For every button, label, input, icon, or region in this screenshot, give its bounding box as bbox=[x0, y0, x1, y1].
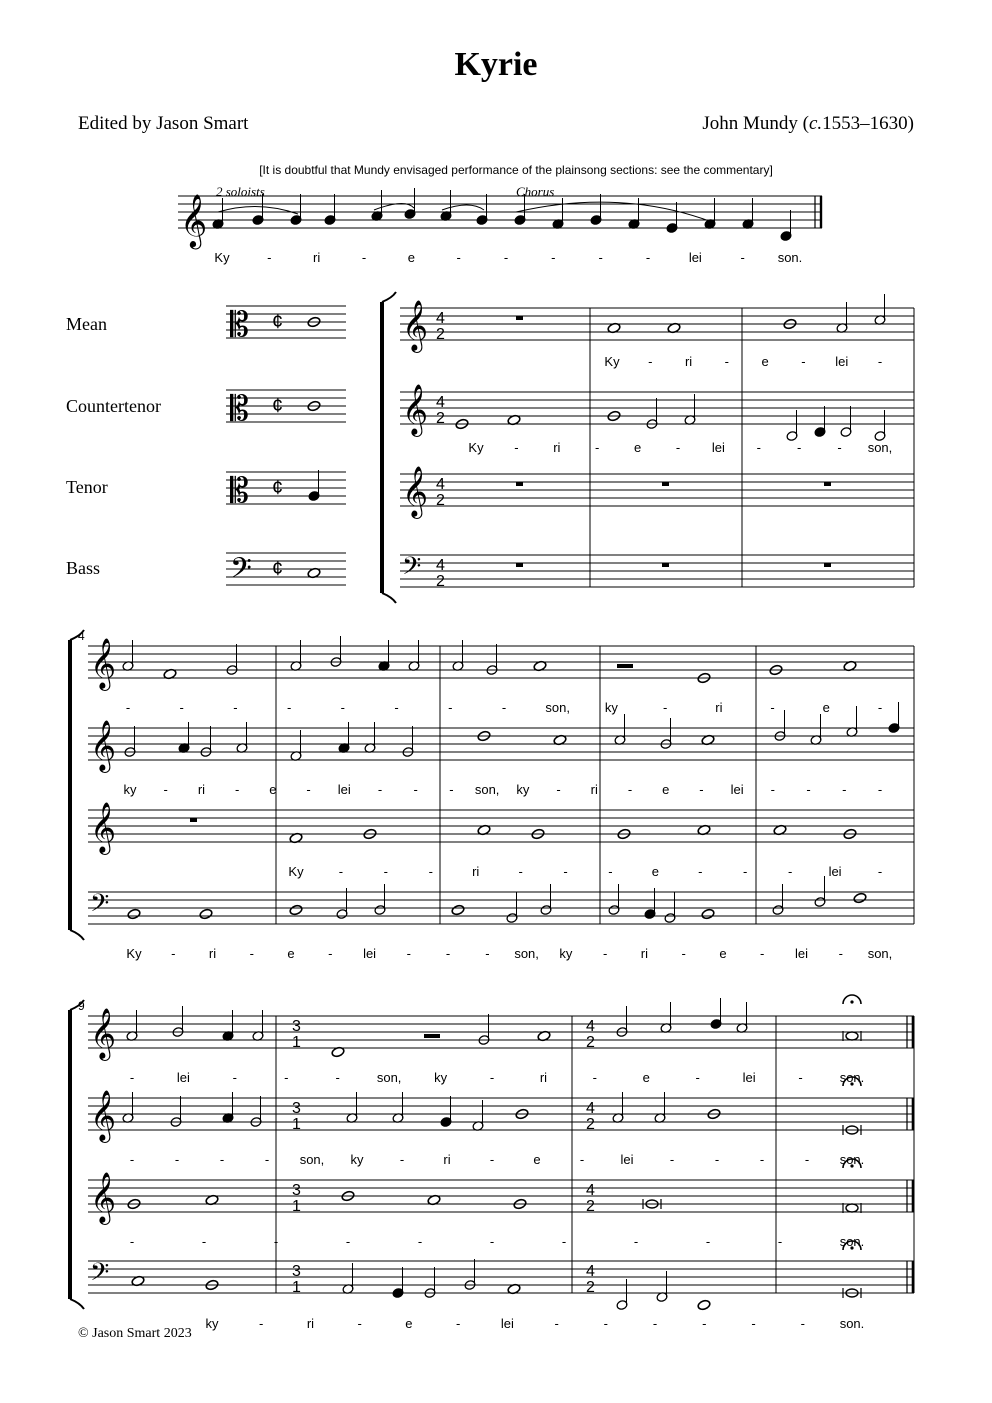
system-bracket bbox=[382, 292, 396, 302]
countertenor-lyric-syllable: e bbox=[633, 440, 642, 455]
mean-lyric-syllable: son. bbox=[839, 1070, 865, 1085]
c-clef-icon: 𝄡 bbox=[230, 472, 249, 510]
bass-lyric-syllable: - bbox=[751, 1316, 756, 1331]
mean-lyric-syllable: - bbox=[233, 700, 238, 715]
time-signature: 2 bbox=[586, 1279, 595, 1296]
bass-lyric-syllable: lei bbox=[500, 1316, 514, 1331]
countertenor-lyric-syllable: - bbox=[759, 1152, 765, 1167]
tenor-lyric-syllable: - bbox=[561, 1234, 567, 1249]
time-signature: 2 bbox=[436, 326, 445, 343]
mean-lyric-syllable: - bbox=[179, 700, 184, 715]
bass-lyric-syllable: son. bbox=[839, 1316, 865, 1331]
countertenor-lyric-syllable: lei bbox=[730, 782, 744, 797]
system-bracket bbox=[68, 640, 72, 930]
time-signature: 4 bbox=[586, 1182, 595, 1199]
treble-clef-icon: 𝄞 bbox=[90, 1173, 117, 1222]
system-staff bbox=[88, 892, 914, 924]
countertenor-lyric-syllable: - bbox=[714, 1152, 720, 1167]
countertenor-lyric-syllable: ri bbox=[590, 782, 598, 797]
countertenor-lyric-syllable: - bbox=[163, 782, 168, 797]
tenor-lyric-syllable: - bbox=[563, 864, 568, 879]
rest bbox=[824, 563, 831, 567]
fermata-icon bbox=[850, 1000, 853, 1003]
countertenor-lyric-syllable: - bbox=[174, 1152, 180, 1167]
bass-lyric-syllable: lei bbox=[794, 946, 808, 961]
bass-lyric-syllable: - bbox=[249, 946, 254, 961]
bass-lyric-syllable: Ky bbox=[126, 946, 142, 961]
countertenor-lyric-syllable: lei bbox=[711, 440, 725, 455]
countertenor-lyric-syllable: ri bbox=[443, 1152, 451, 1167]
note bbox=[199, 908, 213, 920]
countertenor-lyric-syllable: - bbox=[806, 782, 811, 797]
time-signature: 1 bbox=[292, 1198, 301, 1215]
copyright: © Jason Smart 2023 bbox=[78, 1326, 192, 1341]
bass-lyric-syllable: - bbox=[702, 1316, 707, 1331]
tenor-lyric-syllable: - bbox=[877, 864, 883, 879]
plainsong-syllable: ri bbox=[313, 250, 321, 265]
tenor-lyric-syllable: son. bbox=[839, 1234, 865, 1249]
mean-lyric-syllable: e bbox=[642, 1070, 650, 1085]
countertenor-lyric-syllable: - bbox=[489, 1152, 495, 1167]
time-signature: 1 bbox=[292, 1034, 301, 1051]
bass-lyric-syllable: e bbox=[405, 1316, 413, 1331]
system-staff bbox=[88, 1016, 914, 1048]
countertenor-lyric-syllable: - bbox=[129, 1152, 135, 1167]
system-staff bbox=[400, 474, 914, 506]
tenor-lyric-syllable: - bbox=[345, 1234, 351, 1249]
time-signature: 2 bbox=[436, 410, 445, 427]
bass-clef-icon: 𝄢 bbox=[90, 890, 110, 923]
system-staff bbox=[88, 728, 914, 760]
mean-lyric-syllable: ri bbox=[715, 700, 723, 715]
countertenor-lyric-syllable: - bbox=[797, 440, 802, 455]
treble-clef-icon: 𝄞 bbox=[180, 194, 208, 246]
tenor-lyric-syllable: - bbox=[428, 864, 433, 879]
measure-number: 9 bbox=[78, 999, 85, 1013]
mean-lyric-syllable: - bbox=[724, 354, 730, 369]
note bbox=[289, 904, 303, 916]
time-signature: 4 bbox=[586, 1263, 595, 1280]
bass-lyric-syllable: - bbox=[554, 1316, 559, 1331]
time-signature: 4 bbox=[436, 394, 445, 411]
plainsong-syllable: e bbox=[407, 250, 415, 265]
c-clef-icon: 𝄡 bbox=[230, 390, 249, 428]
countertenor-lyric-syllable: Ky bbox=[468, 440, 484, 455]
soloists-label: 2 soloists bbox=[216, 184, 265, 199]
mean-lyric-syllable: - bbox=[662, 700, 668, 715]
rest bbox=[824, 482, 831, 486]
note bbox=[846, 1204, 858, 1212]
tenor-lyric-syllable: ri bbox=[472, 864, 480, 879]
mean-lyric-syllable: - bbox=[129, 1070, 135, 1085]
countertenor-lyric-syllable: e bbox=[533, 1152, 541, 1167]
countertenor-lyric-syllable: - bbox=[579, 1152, 585, 1167]
mean-lyric-syllable: lei bbox=[835, 354, 849, 369]
bass-lyric-syllable: - bbox=[455, 1316, 461, 1331]
rest bbox=[516, 482, 523, 486]
countertenor-lyric-syllable: - bbox=[669, 1152, 675, 1167]
rest bbox=[662, 482, 669, 486]
plainsong-syllable: lei bbox=[688, 250, 702, 265]
tenor-lyric-syllable: - bbox=[743, 864, 748, 879]
system-staff bbox=[88, 810, 914, 842]
system-bracket bbox=[380, 302, 384, 593]
bass-lyric-syllable: - bbox=[800, 1316, 805, 1331]
countertenor-lyric-syllable: - bbox=[756, 440, 761, 455]
mean-lyric-syllable: lei bbox=[176, 1070, 190, 1085]
bass-lyric-syllable: ky bbox=[559, 946, 573, 961]
note bbox=[697, 1299, 711, 1311]
system-bracket bbox=[382, 593, 396, 603]
mean-lyric-syllable: ri bbox=[539, 1070, 548, 1085]
voice-label-tenor: Tenor bbox=[66, 477, 108, 497]
tenor-lyric-syllable: - bbox=[777, 1234, 783, 1249]
countertenor-lyric-syllable: son, bbox=[867, 440, 893, 455]
tenor-lyric-syllable: - bbox=[698, 864, 703, 879]
rest bbox=[424, 1034, 440, 1038]
page-title: Kyrie bbox=[454, 46, 538, 83]
tenor-lyric-syllable: - bbox=[705, 1234, 711, 1249]
treble-clef-icon: 𝄞 bbox=[90, 803, 117, 852]
countertenor-lyric-syllable: - bbox=[770, 782, 776, 797]
plainsong-staff bbox=[178, 196, 822, 228]
system-bracket bbox=[68, 1010, 72, 1299]
system-staff bbox=[88, 1261, 914, 1293]
system-staff bbox=[88, 1098, 914, 1130]
bass-lyric-syllable: son, bbox=[867, 946, 893, 961]
bass-lyric-syllable: - bbox=[838, 946, 843, 961]
tenor-lyric-syllable: - bbox=[417, 1234, 423, 1249]
mean-lyric-syllable: ky bbox=[604, 700, 618, 715]
bass-lyric-syllable: e bbox=[719, 946, 727, 961]
plainsong-syllable: son. bbox=[777, 250, 803, 265]
mean-lyric-syllable: - bbox=[394, 700, 399, 715]
countertenor-lyric-syllable: - bbox=[449, 782, 454, 797]
bass-lyric-syllable: ri bbox=[208, 946, 217, 961]
mean-lyric-syllable: - bbox=[501, 700, 507, 715]
mean-lyric-syllable: - bbox=[592, 1070, 598, 1085]
bass-lyric-syllable: lei bbox=[363, 946, 377, 961]
system-staff bbox=[400, 555, 914, 587]
mean-lyric-syllable: - bbox=[125, 700, 131, 715]
countertenor-lyric-syllable: son. bbox=[839, 1152, 865, 1167]
tenor-lyric-syllable: lei bbox=[828, 864, 842, 879]
countertenor-lyric-syllable: - bbox=[514, 440, 519, 455]
time-signature: 2 bbox=[436, 492, 445, 509]
bass-lyric-syllable: ri bbox=[640, 946, 649, 961]
plainsong-syllable: - bbox=[267, 250, 272, 265]
mean-lyric-syllable: - bbox=[798, 1070, 803, 1085]
time-signature: 3 bbox=[292, 1018, 301, 1035]
editor-credit: Edited by Jason Smart bbox=[78, 113, 249, 134]
time-signature: 4 bbox=[586, 1018, 595, 1035]
countertenor-lyric-syllable: son, bbox=[474, 782, 500, 797]
bass-lyric-syllable: - bbox=[652, 1316, 658, 1331]
rest bbox=[516, 563, 523, 567]
c-clef-icon: 𝄡 bbox=[230, 306, 249, 344]
slur bbox=[442, 205, 484, 210]
countertenor-lyric-syllable: ky bbox=[123, 782, 137, 797]
slur bbox=[218, 206, 298, 214]
time-signature: 3 bbox=[292, 1100, 301, 1117]
time-signature-icon: ¢ bbox=[272, 558, 284, 580]
system-staff bbox=[88, 646, 914, 678]
tenor-lyric-syllable: - bbox=[383, 864, 389, 879]
bass-lyric-syllable: - bbox=[760, 946, 765, 961]
plainsong-syllable: Ky bbox=[214, 250, 230, 265]
chorus-label: Chorus bbox=[516, 184, 555, 199]
bass-lyric-syllable: ri bbox=[306, 1316, 315, 1331]
rest bbox=[617, 664, 633, 668]
mean-lyric-syllable: - bbox=[448, 700, 453, 715]
bass-lyric-syllable: son, bbox=[514, 946, 539, 961]
countertenor-lyric-syllable: lei bbox=[620, 1152, 634, 1167]
bass-clef-icon: 𝄢 bbox=[230, 553, 252, 591]
bass-clef-icon: 𝄢 bbox=[90, 1259, 110, 1292]
mean-lyric-syllable: - bbox=[340, 700, 346, 715]
countertenor-lyric-syllable: - bbox=[595, 440, 600, 455]
countertenor-lyric-syllable: - bbox=[804, 1152, 810, 1167]
bass-lyric-syllable: ky bbox=[205, 1316, 219, 1331]
treble-clef-icon: 𝄞 bbox=[402, 385, 429, 434]
time-signature: 1 bbox=[292, 1116, 301, 1133]
countertenor-lyric-syllable: - bbox=[306, 782, 311, 797]
bass-clef-icon: 𝄢 bbox=[402, 553, 422, 586]
countertenor-lyric-syllable: - bbox=[842, 782, 847, 797]
system-staff bbox=[400, 308, 914, 340]
countertenor-lyric-syllable: - bbox=[234, 782, 240, 797]
measure-number: 4 bbox=[78, 629, 85, 643]
note bbox=[846, 1032, 858, 1040]
plainsong-syllable: - bbox=[740, 250, 745, 265]
treble-clef-icon: 𝄞 bbox=[402, 301, 429, 350]
bass-lyric-syllable: - bbox=[328, 946, 333, 961]
countertenor-lyric-syllable: ky bbox=[350, 1152, 364, 1167]
countertenor-lyric-syllable: - bbox=[877, 782, 883, 797]
time-signature: 4 bbox=[436, 476, 445, 493]
tenor-lyric-syllable: - bbox=[338, 864, 344, 879]
tenor-lyric-syllable: - bbox=[518, 864, 523, 879]
countertenor-lyric-syllable: - bbox=[627, 782, 633, 797]
plainsong-syllable: - bbox=[361, 250, 367, 265]
mean-lyric-syllable: - bbox=[770, 700, 775, 715]
time-signature-icon: ¢ bbox=[272, 395, 284, 417]
bass-lyric-syllable: - bbox=[485, 946, 490, 961]
countertenor-lyric-syllable: ri bbox=[553, 440, 561, 455]
mean-lyric-syllable: son, bbox=[376, 1070, 402, 1085]
time-signature: 4 bbox=[436, 310, 445, 327]
countertenor-lyric-syllable: - bbox=[377, 782, 383, 797]
tenor-lyric-syllable: - bbox=[633, 1234, 639, 1249]
countertenor-lyric-syllable: - bbox=[399, 1152, 405, 1167]
tenor-lyric-syllable: e bbox=[651, 864, 660, 879]
mean-lyric-syllable: e bbox=[761, 354, 769, 369]
bass-lyric-syllable: - bbox=[445, 946, 451, 961]
mean-lyric-syllable: - bbox=[648, 354, 653, 369]
plainsong-note: [It is doubtful that Mundy envisaged performance of the plainsong sections: see the commentary] bbox=[259, 163, 773, 177]
bass-lyric-syllable: - bbox=[603, 1316, 609, 1331]
time-signature: 2 bbox=[586, 1116, 595, 1133]
mean-lyric-syllable: - bbox=[335, 1070, 340, 1085]
time-signature-icon: ¢ bbox=[272, 477, 284, 499]
plainsong-syllable: - bbox=[598, 250, 603, 265]
time-signature: 2 bbox=[436, 573, 445, 590]
bass-lyric-syllable: e bbox=[287, 946, 295, 961]
time-signature: 2 bbox=[586, 1034, 595, 1051]
bass-lyric-syllable: - bbox=[259, 1316, 264, 1331]
time-signature: 2 bbox=[586, 1198, 595, 1215]
system-bracket bbox=[70, 930, 84, 940]
treble-clef-icon: 𝄞 bbox=[90, 721, 117, 770]
treble-clef-icon: 𝄞 bbox=[90, 1009, 117, 1058]
mean-lyric-syllable: - bbox=[695, 1070, 700, 1085]
countertenor-lyric-syllable: lei bbox=[337, 782, 351, 797]
countertenor-lyric-syllable: ri bbox=[197, 782, 206, 797]
tenor-lyric-syllable: - bbox=[129, 1234, 135, 1249]
countertenor-lyric-syllable: e bbox=[269, 782, 277, 797]
tenor-lyric-syllable: Ky bbox=[288, 864, 304, 879]
mean-lyric-syllable: ky bbox=[434, 1070, 448, 1085]
treble-clef-icon: 𝄞 bbox=[402, 467, 429, 516]
time-signature: 3 bbox=[292, 1182, 301, 1199]
plainsong-syllable: - bbox=[503, 250, 509, 265]
bass-lyric-syllable: - bbox=[681, 946, 686, 961]
countertenor-lyric-syllable: - bbox=[675, 440, 681, 455]
countertenor-lyric-syllable: son, bbox=[299, 1152, 325, 1167]
mean-lyric-syllable: - bbox=[877, 700, 883, 715]
note bbox=[853, 892, 867, 904]
note bbox=[127, 908, 141, 920]
bass-lyric-syllable: - bbox=[406, 946, 412, 961]
voice-label-countertenor: Countertenor bbox=[66, 396, 161, 416]
countertenor-lyric-syllable: - bbox=[556, 782, 561, 797]
composer-circa: c. bbox=[808, 113, 823, 134]
plainsong-syllable: - bbox=[551, 250, 556, 265]
system-bracket bbox=[70, 1299, 84, 1309]
mean-lyric-syllable: - bbox=[286, 700, 292, 715]
tenor-lyric-syllable: - bbox=[608, 864, 613, 879]
composer-suffix: 1553–1630) bbox=[822, 113, 914, 134]
time-signature: 3 bbox=[292, 1263, 301, 1280]
note bbox=[451, 904, 465, 916]
countertenor-lyric-syllable: e bbox=[662, 782, 670, 797]
mean-lyric-syllable: ri bbox=[684, 354, 693, 369]
bass-lyric-syllable: - bbox=[602, 946, 608, 961]
countertenor-lyric-syllable: ky bbox=[516, 782, 530, 797]
countertenor-lyric-syllable: - bbox=[219, 1152, 225, 1167]
time-signature: 1 bbox=[292, 1279, 301, 1296]
tenor-lyric-syllable: - bbox=[273, 1234, 279, 1249]
mean-lyric-syllable: - bbox=[801, 354, 806, 369]
mean-lyric-syllable: - bbox=[284, 1070, 289, 1085]
plainsong-syllable: - bbox=[456, 250, 461, 265]
tenor-lyric-syllable: - bbox=[489, 1234, 495, 1249]
time-signature-icon: ¢ bbox=[272, 311, 284, 333]
composer-prefix: John Mundy ( bbox=[702, 113, 809, 134]
mean-lyric-syllable: lei bbox=[742, 1070, 756, 1085]
tenor-lyric-syllable: - bbox=[201, 1234, 207, 1249]
rest bbox=[190, 818, 197, 822]
rest bbox=[516, 316, 523, 320]
bass-lyric-syllable: - bbox=[357, 1316, 362, 1331]
note bbox=[701, 908, 715, 920]
countertenor-lyric-syllable: - bbox=[264, 1152, 270, 1167]
mean-lyric-syllable: - bbox=[489, 1070, 495, 1085]
plainsong-syllable: - bbox=[645, 250, 651, 265]
mean-lyric-syllable: son, bbox=[545, 700, 571, 715]
bass-lyric-syllable: - bbox=[171, 946, 176, 961]
countertenor-lyric-syllable: - bbox=[837, 440, 842, 455]
voice-label-mean: Mean bbox=[66, 314, 107, 334]
countertenor-lyric-syllable: - bbox=[699, 782, 704, 797]
voice-label-bass: Bass bbox=[66, 558, 101, 578]
countertenor-lyric-syllable: - bbox=[413, 782, 418, 797]
treble-clef-icon: 𝄞 bbox=[90, 639, 117, 688]
tenor-lyric-syllable: - bbox=[787, 864, 793, 879]
time-signature: 4 bbox=[586, 1100, 595, 1117]
mean-lyric-syllable: - bbox=[877, 354, 883, 369]
mean-lyric-syllable: - bbox=[232, 1070, 238, 1085]
time-signature: 4 bbox=[436, 557, 445, 574]
rest bbox=[662, 563, 669, 567]
mean-lyric-syllable: Ky bbox=[604, 354, 620, 369]
treble-clef-icon: 𝄞 bbox=[90, 1091, 117, 1140]
mean-lyric-syllable: e bbox=[822, 700, 830, 715]
